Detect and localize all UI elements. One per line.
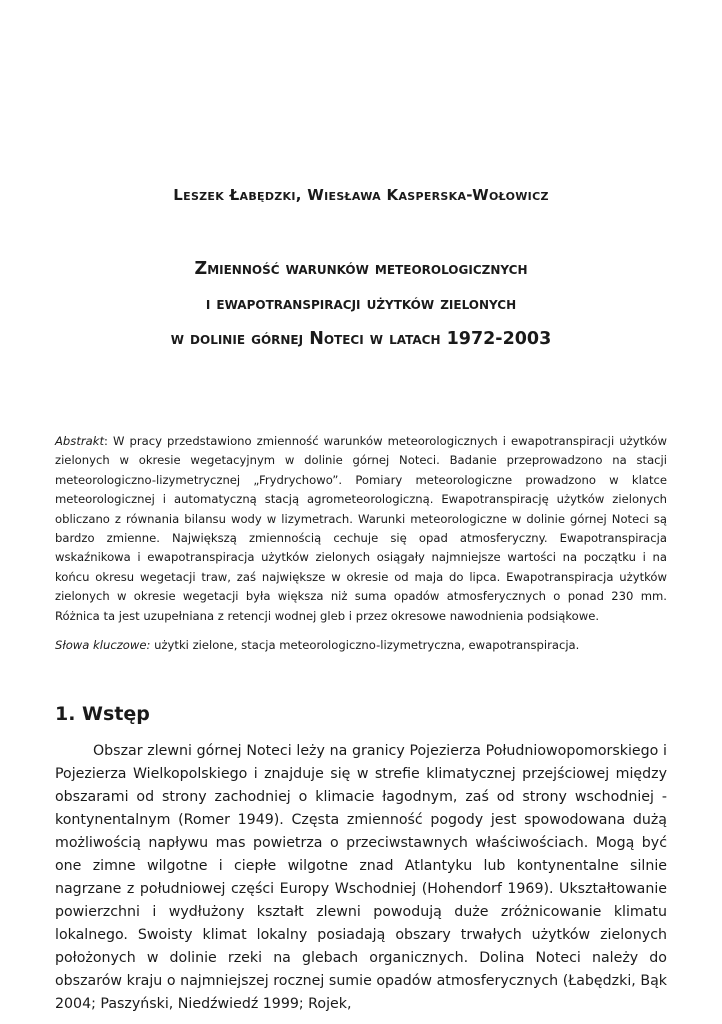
paper-title xyxy=(0,252,722,357)
title-line-1: Zmienność warunków meteorologicznych xyxy=(194,259,528,279)
title-line-2: i ewapotranspiracji użytków zielonych xyxy=(205,294,517,314)
keywords-paragraph xyxy=(55,636,667,655)
body-paragraph: Obszar zlewni górnej Noteci leży na granicy Pojezierza Południowopomorskiego i Pojezierza Wielkopolskiego i znajduje się w strefie klimatycznej przejściowej między obszarami od strony zachodniej o klimacie łagodnym, zaś od strony wschodniej - kontynentalnym (Romer 1949). Częsta zmienność pogody jest spowodowana dużą możliwością napływu mas powietrza o przeciwstawnych właściwościach. Mogą być one zimne wilgotne i ciepłe wilgotne znad Atlantyku lub kontynentalne silnie nagrzane z południowej części Europy Wschodniej (Hohendorf 1969). Ukształtowanie powierzchni i wydłużony kształt zlewni powodują duże zróżnicowanie klimatu lokalnego. Swoisty klimat lokalny posiadają obszary trwałych użytków zielonych położonych w dolinie rzeki na glebach organicznych. Dolina Noteci należy do obszarów kraju o najmniejszej rocznej sumie opadów atmosferycznych (Łabędzki, Bąk 2004; Paszyński, Niedźwiedź 1999; Rojek, xyxy=(55,743,667,1012)
abstract-text: : W pracy przedstawiono zmienność warunków meteorologicznych i ewapotranspiracji użytków zielonych w okresie wegetacyjnym w dolinie górnej Noteci. Badanie przeprowadzono na stacji meteorologiczno-lizymetrycznej „Frydrychowo”. Pomiary meteorologiczne prowadzono w klatce meteorologicznej i automatyczną stacją agrometeorologiczną. Ewapotranspirację użytków zielonych obliczano z równania bilansu wody w lizymetrach. Warunki meteorologiczne w dolinie górnej Noteci są bardzo zmienne. Największą zmiennością cechuje się opad atmosferyczny. Ewapotranspiracja wskaźnikowa i ewapotranspiracja użytków zielonych osiągały najmniejsze wartości na początku i na końcu okresu wegetacji traw, zaś największe w okresie od maja do lipca. Ewapotranspiracja użytków zielonych w okresie wegetacji była większa niż suma opadów atmosferycznych o ponad 230 mm. Różnica ta jest uzupełniana z retencji wodnej gleb i przez okresowe nawodnienia podsiąkowe. xyxy=(55,434,667,623)
authors: Leszek Łabędzki, Wiesława Kasperska-Wołowicz xyxy=(173,186,549,204)
keywords-label: Słowa kluczowe: xyxy=(55,638,151,653)
title-line-3: w dolinie górnej Noteci w latach 1972-2003 xyxy=(170,329,552,349)
abstract-label: Abstrakt xyxy=(55,434,105,448)
section-heading: 1. Wstęp xyxy=(55,703,150,725)
keywords-text: użytki zielone, stacja meteorologiczno-lizymetryczna, ewapotranspiracja. xyxy=(150,638,580,653)
abstract xyxy=(55,432,667,655)
abstract-paragraph xyxy=(55,432,667,626)
